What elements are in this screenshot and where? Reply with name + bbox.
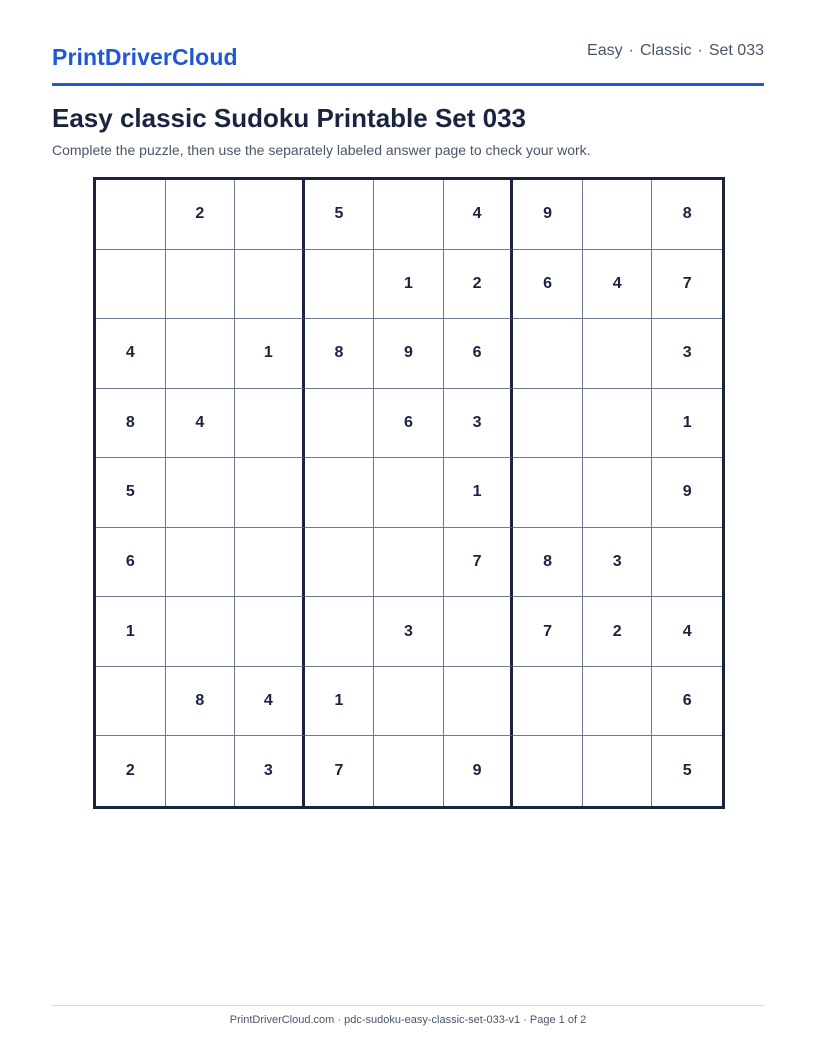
sudoku-cell[interactable]: 3 [583, 528, 653, 598]
sudoku-cell[interactable] [305, 389, 375, 459]
sudoku-cell[interactable]: 2 [96, 736, 166, 806]
sudoku-cell[interactable] [166, 597, 236, 667]
sudoku-cell[interactable] [305, 250, 375, 320]
sudoku-cell[interactable] [166, 458, 236, 528]
sudoku-cell[interactable]: 3 [652, 319, 722, 389]
sudoku-cell[interactable] [513, 458, 583, 528]
sudoku-cell[interactable]: 8 [96, 389, 166, 459]
sudoku-cell[interactable] [166, 528, 236, 598]
page-subtitle: Complete the puzzle, then use the separately labeled answer page to check your work. [52, 142, 591, 158]
meta-separator: · [697, 42, 703, 59]
sudoku-cell[interactable]: 8 [652, 180, 722, 250]
page-footer: PrintDriverCloud.com · pdc-sudoku-easy-classic-set-033-v1 · Page 1 of 2 [229, 1014, 587, 1026]
sudoku-cell[interactable]: 7 [652, 250, 722, 320]
sudoku-cell[interactable] [96, 667, 166, 737]
sudoku-cell[interactable]: 8 [305, 319, 375, 389]
sudoku-cell[interactable] [513, 667, 583, 737]
sudoku-cell[interactable] [444, 597, 514, 667]
sudoku-cell[interactable] [583, 180, 653, 250]
sudoku-cell[interactable]: 9 [444, 736, 514, 806]
sudoku-cell[interactable] [583, 389, 653, 459]
sudoku-cell[interactable]: 6 [96, 528, 166, 598]
sudoku-cell[interactable]: 1 [305, 667, 375, 737]
sudoku-cell[interactable]: 6 [513, 250, 583, 320]
sudoku-cell[interactable] [583, 319, 653, 389]
sudoku-cell[interactable]: 1 [652, 389, 722, 459]
sudoku-cell[interactable]: 1 [444, 458, 514, 528]
sudoku-cell[interactable] [583, 736, 653, 806]
sudoku-cell[interactable]: 9 [513, 180, 583, 250]
sudoku-cell[interactable]: 1 [235, 319, 305, 389]
sudoku-cell[interactable] [652, 528, 722, 598]
page-title: Easy classic Sudoku Printable Set 033 [52, 103, 527, 133]
sudoku-cell[interactable]: 5 [305, 180, 375, 250]
sudoku-cell[interactable] [96, 180, 166, 250]
sudoku-cell[interactable]: 9 [652, 458, 722, 528]
sudoku-cell[interactable] [374, 180, 444, 250]
sudoku-grid [93, 177, 725, 809]
sudoku-cell[interactable] [166, 736, 236, 806]
sudoku-cell[interactable] [235, 528, 305, 598]
sudoku-cell[interactable]: 3 [235, 736, 305, 806]
sudoku-cell[interactable] [374, 528, 444, 598]
sudoku-cell[interactable] [444, 667, 514, 737]
sudoku-cell[interactable]: 3 [444, 389, 514, 459]
sudoku-cell[interactable]: 2 [583, 597, 653, 667]
sudoku-cell[interactable] [583, 458, 653, 528]
sudoku-cell[interactable] [305, 597, 375, 667]
sudoku-cell[interactable]: 4 [166, 389, 236, 459]
sudoku-cell[interactable] [374, 458, 444, 528]
sudoku-cell[interactable]: 4 [583, 250, 653, 320]
sudoku-cell[interactable] [235, 180, 305, 250]
brand-logo: PrintDriverCloud [52, 44, 238, 70]
footer-divider [52, 1005, 764, 1006]
sudoku-cell[interactable] [374, 667, 444, 737]
sudoku-cell[interactable]: 8 [513, 528, 583, 598]
sudoku-cell[interactable]: 7 [305, 736, 375, 806]
sudoku-cell[interactable] [235, 458, 305, 528]
sudoku-cell[interactable] [96, 250, 166, 320]
sudoku-cell[interactable]: 6 [444, 319, 514, 389]
sudoku-cell[interactable]: 7 [444, 528, 514, 598]
meta-set: Set 033 [708, 42, 764, 59]
sudoku-cell[interactable]: 5 [682, 762, 692, 780]
sudoku-cell[interactable] [513, 389, 583, 459]
sudoku-cell[interactable]: 4 [652, 597, 722, 667]
sudoku-cell[interactable]: 4 [235, 667, 305, 737]
header-divider [52, 83, 764, 86]
sudoku-cell[interactable] [374, 736, 444, 806]
sudoku-cell[interactable] [513, 736, 583, 806]
sudoku-cell[interactable]: 4 [444, 180, 514, 250]
sudoku-cell[interactable]: 9 [374, 319, 444, 389]
meta-style: Classic [639, 42, 692, 59]
meta-difficulty: Easy [587, 42, 623, 59]
puzzle-meta [587, 42, 764, 60]
sudoku-cell[interactable] [235, 250, 305, 320]
sudoku-cell[interactable]: 2 [444, 250, 514, 320]
sudoku-cell[interactable]: 1 [374, 250, 444, 320]
sudoku-cell[interactable] [166, 250, 236, 320]
sudoku-cell[interactable]: 4 [96, 319, 166, 389]
sudoku-cell[interactable] [583, 667, 653, 737]
meta-separator: · [628, 42, 634, 59]
sudoku-cell[interactable]: 2 [166, 180, 236, 250]
sudoku-cell[interactable] [166, 319, 236, 389]
sudoku-cell[interactable]: 6 [652, 667, 722, 737]
sudoku-cell[interactable]: 5 [96, 458, 166, 528]
sudoku-cell[interactable]: 7 [513, 597, 583, 667]
sudoku-cell[interactable] [513, 319, 583, 389]
sudoku-cell[interactable] [305, 458, 375, 528]
sudoku-cell[interactable]: 1 [96, 597, 166, 667]
sudoku-cell[interactable] [305, 528, 375, 598]
sudoku-cell[interactable] [235, 597, 305, 667]
sudoku-cell[interactable] [235, 389, 305, 459]
sudoku-cell[interactable]: 6 [374, 389, 444, 459]
sudoku-cell[interactable]: 3 [374, 597, 444, 667]
sudoku-cell[interactable]: 8 [166, 667, 236, 737]
